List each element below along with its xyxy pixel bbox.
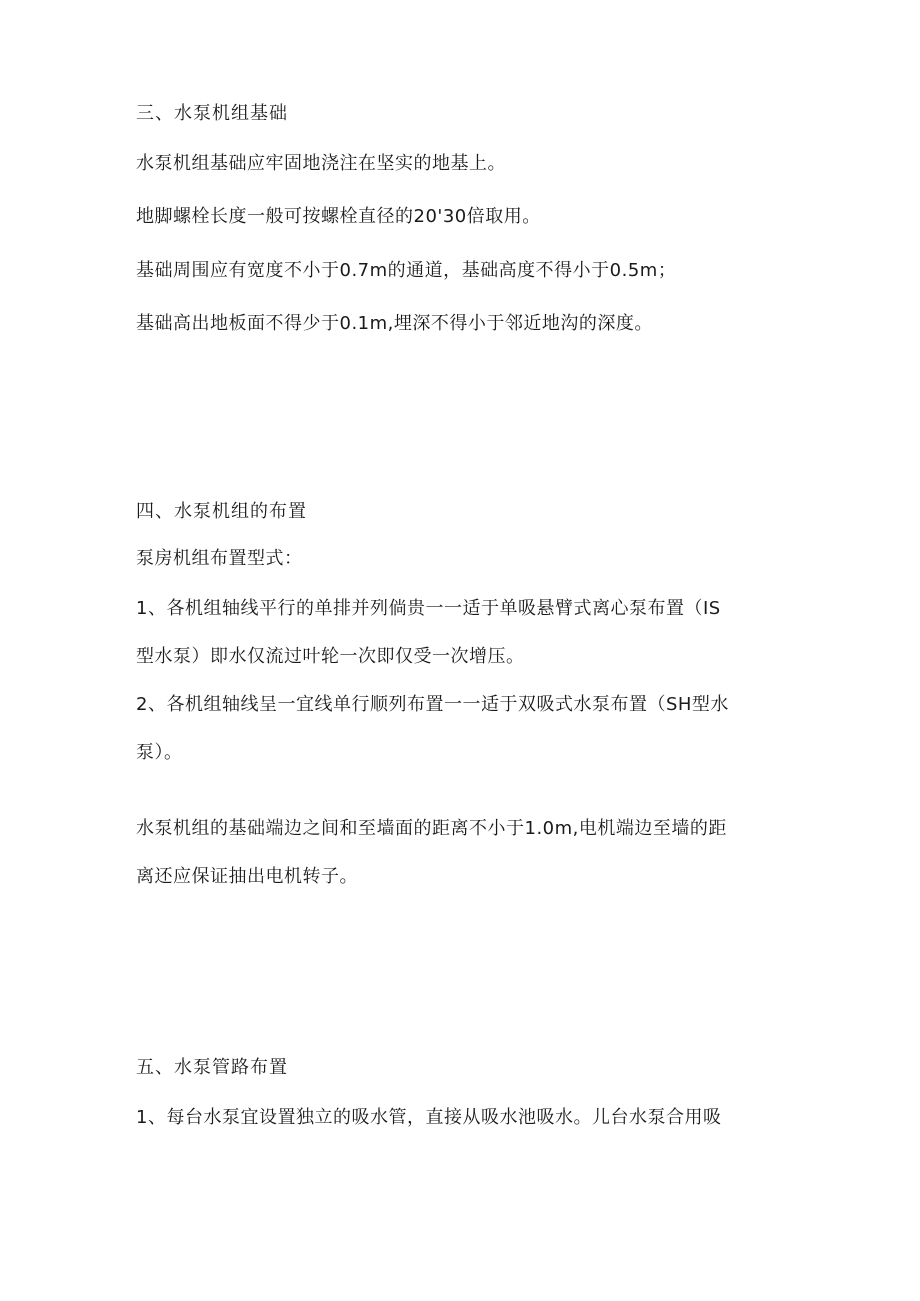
section5-heading: 五、水泵管路布置	[136, 1057, 288, 1078]
section3-line-1: 水泵机组基础应牢固地浇注在坚实的地基上。	[136, 153, 506, 174]
section3-line-4: 基础高出地板面不得少于0.1m,埋深不得小于邻近地沟的深度。	[136, 313, 653, 334]
section4-line-4: 2、各机组轴线呈一宜线单行顺列布置一一适于双吸式水泵布置（SH型水	[136, 694, 729, 715]
section5-line-1: 1、每台水泵宜设置独立的吸水管，直接从吸水池吸水。儿台水泵合用吸	[136, 1107, 722, 1128]
section3-line-2: 地脚螺栓长度一般可按螺栓直径的20'30倍取用。	[136, 206, 541, 227]
section4-line-3: 型水泵）即水仅流过叶轮一次即仅受一次增压。	[136, 646, 525, 667]
section4-line-1: 泵房机组布置型式：	[136, 548, 303, 569]
section4-line-2: 1、各机组轴线平行的单排并列倘贵一一适于单吸悬臂式离心泵布置（IS	[136, 598, 721, 619]
section4-line-5: 泵）。	[136, 742, 183, 763]
section3-line-3: 基础周围应有宽度不小于0.7m的通道，基础高度不得小于0.5m；	[136, 260, 677, 281]
section3-heading: 三、水泵机组基础	[136, 103, 288, 124]
section4-line-6: 水泵机组的基础端边之间和至墙面的距离不小于1.0m,电机端边至墙的距	[136, 818, 727, 839]
section4-heading: 四、水泵机组的布置	[136, 501, 307, 522]
section4-line-7: 离还应保证抽出电机转子。	[136, 866, 358, 887]
